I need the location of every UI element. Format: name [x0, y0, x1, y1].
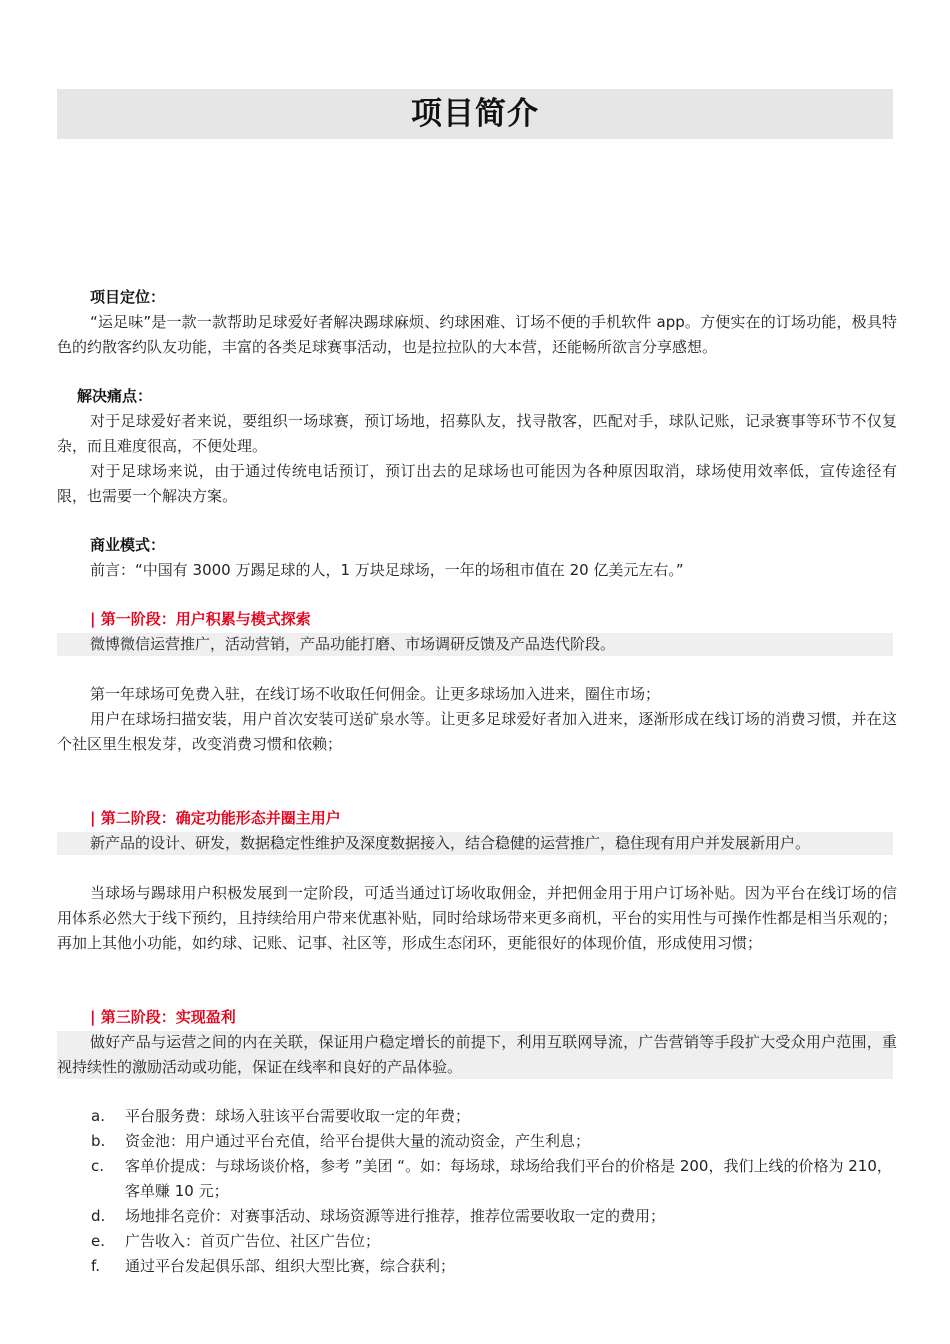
- pain-points-heading: 解决痛点：: [77, 387, 153, 405]
- business-preface: 前言：“中国有 3000 万踢足球的人，1 万块足球场，一年的场租市值在 20 亿美元左右。”: [90, 561, 684, 579]
- positioning-text: “运足味”是一款一款帮助足球爱好者解决踢球麻烦、约球困难、订场不便的手机软件 app。方便实在的订场功能，极具特色的约散客约队友功能，丰富的各类足球赛事活动，也是拉拉队的大本营，还能畅所欲言分享感想。: [57, 313, 897, 356]
- stage1-title: | 第一阶段：用户积累与模式探索: [90, 610, 311, 628]
- business-heading: 商业模式：: [90, 536, 166, 554]
- page-title: 项目简介: [411, 96, 539, 132]
- list-item: e. 广告收入：首页广告位、社区广告位；: [91, 1232, 381, 1250]
- stage3-title: | 第三阶段：实现盈利: [90, 1008, 236, 1026]
- pain-points-p2: 对于足球场来说，由于通过传统电话预订，预订出去的足球场也可能因为各种原因取消，球场使用效率低，宣传途径有限，也需要一个解决方案。: [57, 462, 897, 505]
- revenue-list: [57, 1104, 897, 1279]
- stage1-p1: 第一年球场可免费入驻，在线订场不收取任何佣金。让更多球场加入进来，圈住市场；: [90, 685, 661, 703]
- stage3-section: [57, 1005, 897, 1080]
- stage2-summary: 新产品的设计、研发，数据稳定性维护及深度数据接入，结合稳健的运营推广，稳住现有用户并发展新用户。: [90, 834, 811, 852]
- title-banner: [57, 89, 893, 139]
- list-item: c. 客单价提成：与球场谈价格，参考 ”美团 “。如：每场球，球场给我们平台的价格是 200，我们上线的价格为 210，客单赚 10 元；: [91, 1157, 892, 1200]
- positioning-section: [57, 285, 897, 360]
- stage1-p2: 用户在球场扫描安装，用户首次安装可送矿泉水等。让更多足球爱好者加入进来，逐渐形成在线订场的消费习惯，并在这个社区里生根发芽，改变消费习惯和依赖；: [57, 710, 897, 753]
- stage2-p1: 当球场与踢球用户积极发展到一定阶段，可适当通过订场收取佣金，并把佣金用于用户订场补贴。因为平台在线订场的信用体系必然大于线下预约，且持续给用户带来优惠补贴，同时给球场带来更多商机，平台的实用性与可操作性都是相当乐观的；再加上其他小功能，如约球、记账、记事、社区等，形成生态闭环，更能很好的体现价值，形成使用习惯；: [57, 884, 898, 952]
- stage1-section: [57, 607, 897, 757]
- list-item: b. 资金池：用户通过平台充值，给平台提供大量的流动资金，产生利息；: [91, 1132, 591, 1150]
- stage2-title: | 第二阶段：确定功能形态并圈主用户: [90, 809, 341, 827]
- list-item: d. 场地排名竞价：对赛事活动、球场资源等进行推荐，推荐位需要收取一定的费用；: [91, 1207, 666, 1225]
- pain-points-p1: 对于足球爱好者来说，要组织一场球赛，预订场地，招募队友，找寻散客，匹配对手，球队记账，记录赛事等环节不仅复杂，而且难度很高，不便处理。: [57, 412, 897, 455]
- stage2-section: [57, 806, 897, 956]
- pain-points-section: [57, 384, 897, 509]
- stage1-summary: 微博微信运营推广，活动营销，产品功能打磨、市场调研反馈及产品迭代阶段。: [90, 635, 616, 653]
- list-item: f. 通过平台发起俱乐部、组织大型比赛，综合获利；: [91, 1257, 456, 1275]
- positioning-heading: 项目定位：: [90, 288, 166, 306]
- business-section: [57, 533, 897, 583]
- list-item: a. 平台服务费：球场入驻该平台需要收取一定的年费；: [91, 1107, 471, 1125]
- stage3-summary: 做好产品与运营之间的内在关联，保证用户稳定增长的前提下，利用互联网导流，广告营销等手段扩大受众用户范围，重视持续性的激励活动或功能，保证在线率和良好的产品体验。: [57, 1033, 897, 1076]
